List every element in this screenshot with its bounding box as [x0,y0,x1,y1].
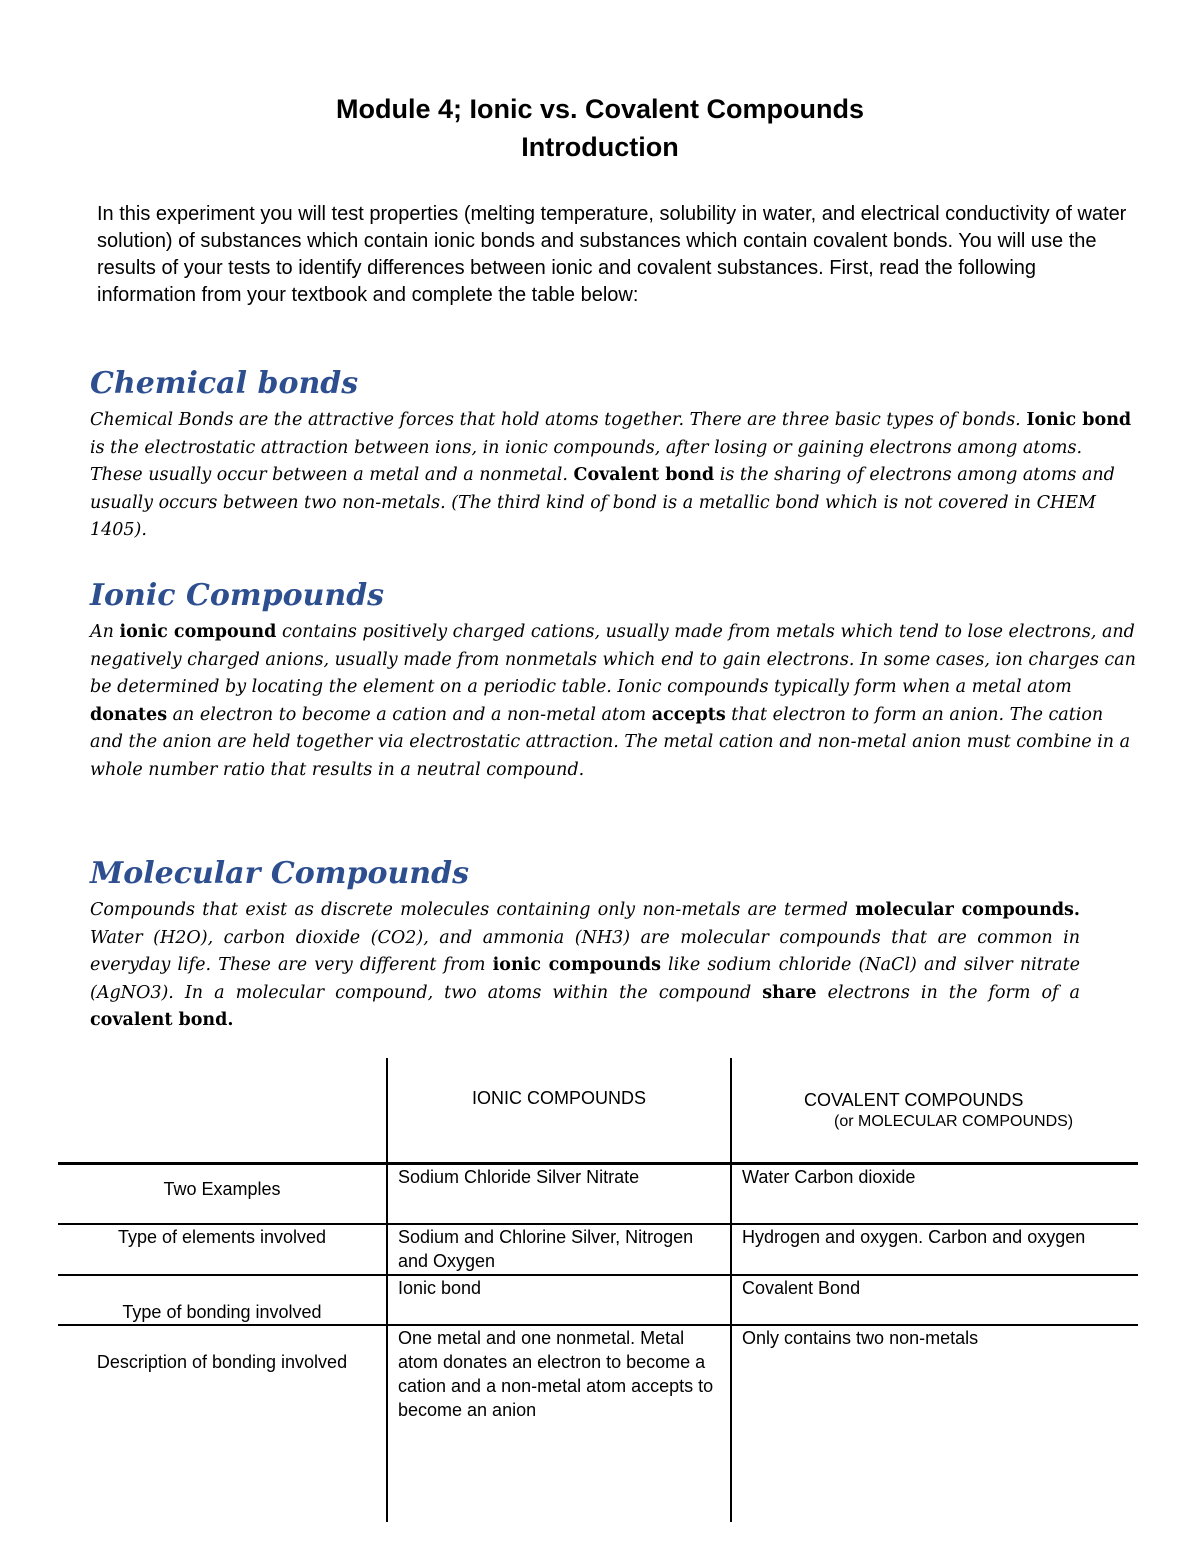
ionic-compounds-section [90,577,1140,785]
header-empty-cell [58,1058,387,1164]
row-label: Type of elements involved [58,1224,387,1275]
ionic-compounds-paragraph: An ionic compound contains positively charged cations, usually made from metals which tend to lose electrons, and negatively charged anions, usually made from nonmetals which end to gain electrons. In some cases, ion charges can be determined by locating the element on a periodic table. Ionic compounds typically form when a metal atom donates an electron to become a cation and a non-metal atom accepts that electron to form an anion. The cation and the anion are held together via electrostatic attraction. The metal cation and non-metal anion must combine in a whole number ratio that results in a neutral compound. [90,622,1136,780]
header-covalent [731,1058,1138,1164]
ionic-cell: Ionic bond [387,1275,731,1325]
molecular-compounds-section [90,855,1140,1035]
table-row [58,1275,1138,1325]
row-label: Description of bonding involved [58,1325,387,1522]
table-row [58,1164,1138,1225]
table-row [58,1224,1138,1275]
molecular-compounds-heading: Molecular Compounds [90,856,469,891]
intro-paragraph: In this experiment you will test properties (melting temperature, solubility in water, and electrical conductivity of water solution) of substances which contain ionic bonds and substances which contain covalent bonds. You will use the results of your tests to identify differences between ionic and covalent substances. First, read the following information from your textbook and complete the table below: [97,203,1127,306]
ionic-cell: One metal and one nonmetal. Metal atom donates an electron to become a cation and a non-metal atom accepts to become an anion [387,1325,731,1522]
row-label: Two Examples [58,1164,387,1225]
header-covalent-sublabel: (or MOLECULAR COMPOUNDS) [834,1113,1074,1130]
chemical-bonds-heading: Chemical bonds [90,366,359,401]
chemical-bonds-paragraph: Chemical Bonds are the attractive forces that hold atoms together. There are three basic types of bonds. Ionic bond is the electrostatic attraction between ions, in ionic compounds, after losing or gaining electrons among atoms. These usually occur between a metal and a nonmetal. Covalent bond is the sharing of electrons among atoms and usually occurs between two non-metals. (The third kind of bond is a metallic bond which is not covered in CHEM 1405). [90,410,1132,541]
ionic-cell: Sodium Chloride Silver Nitrate [387,1164,731,1225]
header-ionic: IONIC COMPOUNDS [387,1058,731,1164]
table-row [58,1325,1138,1522]
covalent-cell: Hydrogen and oxygen. Carbon and oxygen [731,1224,1138,1275]
comparison-table [58,1058,1138,1522]
molecular-compounds-paragraph: Compounds that exist as discrete molecules containing only non-metals are termed molecular compounds. Water (H2O), carbon dioxide (CO2), and ammonia (NH3) are molecular compounds that are common in everyday life. These are very different from ionic compounds like sodium chloride (NaCl) and silver nitrate (AgNO3). In a molecular compound, two atoms within the compound share electrons in the form of a covalent bond. [90,900,1081,1031]
ionic-cell: Sodium and Chlorine Silver, Nitrogen and Oxygen [387,1224,731,1275]
header-covalent-label: COVALENT COMPOUNDS [804,1090,1024,1110]
page-title: Module 4; Ionic vs. Covalent Compounds [335,94,865,124]
covalent-cell: Only contains two non-metals [731,1325,1138,1522]
covalent-cell: Covalent Bond [731,1275,1138,1325]
chemical-bonds-section [90,365,1140,545]
page-subtitle: Introduction [521,132,679,162]
covalent-cell: Water Carbon dioxide [731,1164,1138,1225]
table-header-row [58,1058,1138,1164]
ionic-compounds-heading: Ionic Compounds [90,578,385,613]
row-label: Type of bonding involved [58,1275,387,1325]
